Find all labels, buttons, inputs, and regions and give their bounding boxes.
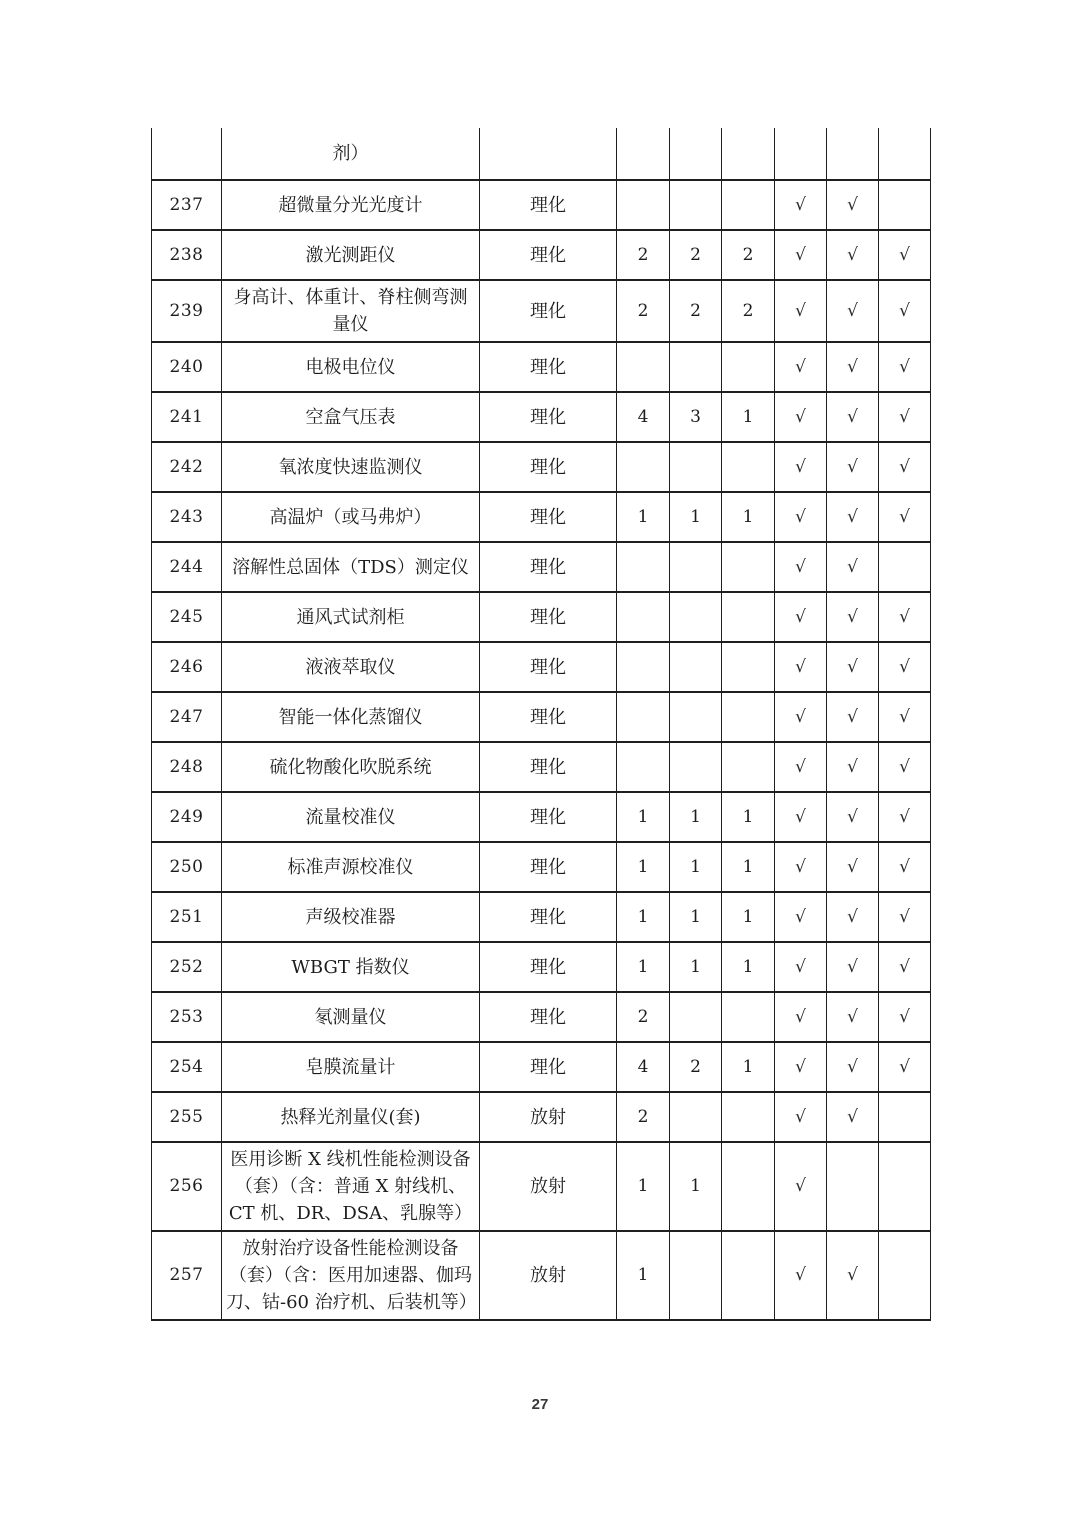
table-row xyxy=(152,1142,931,1231)
cell-check-3: √ xyxy=(879,942,931,992)
cell-check-3: √ xyxy=(879,842,931,892)
cell-equipment-name: 放射治疗设备性能检测设备（套）（含：医用加速器、伽玛刀、钴-60 治疗机、后装机等） xyxy=(222,1231,480,1320)
cell-check-1: √ xyxy=(775,592,827,642)
cell-qty-3 xyxy=(722,442,775,492)
table-row xyxy=(152,892,931,942)
cell-qty-2 xyxy=(670,692,722,742)
cell-row-number: 251 xyxy=(152,892,222,942)
cell-row-number: 249 xyxy=(152,792,222,842)
cell-qty-1: 2 xyxy=(617,280,670,342)
cell-check-2: √ xyxy=(827,180,879,230)
cell-qty-2: 1 xyxy=(670,842,722,892)
cell-qty-1: 2 xyxy=(617,992,670,1042)
cell-qty-1 xyxy=(617,542,670,592)
cell-qty-1: 2 xyxy=(617,1092,670,1142)
cell-row-number: 252 xyxy=(152,942,222,992)
cell-check-1: √ xyxy=(775,1231,827,1320)
cell-qty-2: 1 xyxy=(670,892,722,942)
cell-check-1: √ xyxy=(775,180,827,230)
cell-equipment-name: 高温炉（或马弗炉） xyxy=(222,492,480,542)
cell-check-3: √ xyxy=(879,230,931,280)
cell-check-3: √ xyxy=(879,342,931,392)
cell-check-2: √ xyxy=(827,280,879,342)
cell-check-2: √ xyxy=(827,642,879,692)
cell-qty-3 xyxy=(722,342,775,392)
cell-equipment-name: 身高计、体重计、脊柱侧弯测量仪 xyxy=(222,280,480,342)
cell-qty-1: 1 xyxy=(617,942,670,992)
cell-check-3: √ xyxy=(879,280,931,342)
cell-qty-2: 2 xyxy=(670,280,722,342)
cell-qty-1 xyxy=(617,642,670,692)
cell-category: 理化 xyxy=(480,342,617,392)
cell-check-2: √ xyxy=(827,1042,879,1092)
cell-qty-3: 1 xyxy=(722,892,775,942)
cell-row-number: 256 xyxy=(152,1142,222,1231)
cell-equipment-name: 皂膜流量计 xyxy=(222,1042,480,1092)
cell-check-3 xyxy=(879,1231,931,1320)
cell-qty-2 xyxy=(670,128,722,180)
cell-row-number: 248 xyxy=(152,742,222,792)
cell-row-number: 238 xyxy=(152,230,222,280)
cell-check-2: √ xyxy=(827,542,879,592)
cell-equipment-name: 氡测量仪 xyxy=(222,992,480,1042)
cell-category: 理化 xyxy=(480,792,617,842)
cell-check-1: √ xyxy=(775,342,827,392)
cell-check-1: √ xyxy=(775,1142,827,1231)
cell-qty-3: 1 xyxy=(722,492,775,542)
equipment-table xyxy=(151,128,931,1321)
cell-row-number xyxy=(152,128,222,180)
cell-category: 理化 xyxy=(480,692,617,742)
cell-equipment-name: 硫化物酸化吹脱系统 xyxy=(222,742,480,792)
cell-qty-1 xyxy=(617,442,670,492)
cell-qty-2 xyxy=(670,992,722,1042)
cell-qty-3 xyxy=(722,1142,775,1231)
cell-qty-1 xyxy=(617,128,670,180)
cell-check-3: √ xyxy=(879,892,931,942)
table-row xyxy=(152,180,931,230)
cell-row-number: 247 xyxy=(152,692,222,742)
cell-qty-1: 2 xyxy=(617,230,670,280)
cell-qty-2: 1 xyxy=(670,1142,722,1231)
cell-check-2: √ xyxy=(827,692,879,742)
cell-check-3 xyxy=(879,180,931,230)
table-row xyxy=(152,342,931,392)
table-row xyxy=(152,842,931,892)
cell-qty-3 xyxy=(722,742,775,792)
cell-qty-1 xyxy=(617,592,670,642)
cell-qty-3 xyxy=(722,642,775,692)
cell-qty-1: 4 xyxy=(617,1042,670,1092)
cell-qty-1 xyxy=(617,742,670,792)
cell-qty-3: 1 xyxy=(722,842,775,892)
cell-qty-3 xyxy=(722,592,775,642)
cell-qty-3: 1 xyxy=(722,1042,775,1092)
cell-equipment-name: 通风式试剂柜 xyxy=(222,592,480,642)
cell-check-3 xyxy=(879,1142,931,1231)
cell-qty-2: 2 xyxy=(670,230,722,280)
cell-qty-2 xyxy=(670,592,722,642)
cell-qty-3: 1 xyxy=(722,392,775,442)
cell-check-2: √ xyxy=(827,342,879,392)
cell-check-2: √ xyxy=(827,942,879,992)
cell-check-2: √ xyxy=(827,442,879,492)
cell-equipment-name: 标准声源校准仪 xyxy=(222,842,480,892)
equipment-table-body xyxy=(152,128,931,1320)
cell-check-2: √ xyxy=(827,592,879,642)
cell-qty-2 xyxy=(670,642,722,692)
cell-qty-1 xyxy=(617,342,670,392)
cell-check-2: √ xyxy=(827,492,879,542)
cell-category: 理化 xyxy=(480,742,617,792)
cell-qty-3 xyxy=(722,1092,775,1142)
table-row xyxy=(152,542,931,592)
cell-row-number: 250 xyxy=(152,842,222,892)
table-row xyxy=(152,642,931,692)
cell-category: 理化 xyxy=(480,280,617,342)
cell-equipment-name: 热释光剂量仪(套) xyxy=(222,1092,480,1142)
cell-check-1: √ xyxy=(775,1092,827,1142)
cell-qty-3: 1 xyxy=(722,792,775,842)
cell-check-3: √ xyxy=(879,492,931,542)
cell-qty-1: 4 xyxy=(617,392,670,442)
table-row xyxy=(152,392,931,442)
cell-qty-2 xyxy=(670,1231,722,1320)
cell-check-1: √ xyxy=(775,942,827,992)
cell-check-1: √ xyxy=(775,992,827,1042)
cell-row-number: 254 xyxy=(152,1042,222,1092)
cell-qty-2 xyxy=(670,1092,722,1142)
cell-qty-1: 1 xyxy=(617,492,670,542)
cell-check-1: √ xyxy=(775,692,827,742)
cell-check-1: √ xyxy=(775,280,827,342)
cell-check-1: √ xyxy=(775,542,827,592)
cell-category: 理化 xyxy=(480,842,617,892)
cell-category: 理化 xyxy=(480,942,617,992)
cell-qty-2: 1 xyxy=(670,942,722,992)
cell-equipment-name: 剂） xyxy=(222,128,480,180)
table-row xyxy=(152,442,931,492)
cell-check-2: √ xyxy=(827,392,879,442)
cell-row-number: 239 xyxy=(152,280,222,342)
cell-qty-3 xyxy=(722,692,775,742)
cell-qty-2 xyxy=(670,342,722,392)
cell-qty-3: 1 xyxy=(722,942,775,992)
cell-check-3 xyxy=(879,542,931,592)
cell-category: 理化 xyxy=(480,592,617,642)
cell-check-3: √ xyxy=(879,392,931,442)
cell-check-1: √ xyxy=(775,392,827,442)
cell-qty-3: 2 xyxy=(722,230,775,280)
cell-row-number: 237 xyxy=(152,180,222,230)
cell-qty-3 xyxy=(722,180,775,230)
cell-check-2: √ xyxy=(827,842,879,892)
cell-equipment-name: 激光测距仪 xyxy=(222,230,480,280)
cell-equipment-name: 液液萃取仪 xyxy=(222,642,480,692)
cell-check-2: √ xyxy=(827,1231,879,1320)
cell-qty-3 xyxy=(722,128,775,180)
cell-qty-3 xyxy=(722,542,775,592)
cell-check-2: √ xyxy=(827,792,879,842)
cell-category: 理化 xyxy=(480,442,617,492)
cell-check-3 xyxy=(879,128,931,180)
cell-qty-1: 1 xyxy=(617,792,670,842)
cell-qty-2: 1 xyxy=(670,492,722,542)
cell-equipment-name: 氧浓度快速监测仪 xyxy=(222,442,480,492)
table-row xyxy=(152,592,931,642)
cell-check-2 xyxy=(827,128,879,180)
cell-check-2: √ xyxy=(827,992,879,1042)
table-row xyxy=(152,992,931,1042)
cell-category xyxy=(480,128,617,180)
cell-category: 理化 xyxy=(480,892,617,942)
cell-qty-3 xyxy=(722,992,775,1042)
cell-qty-1: 1 xyxy=(617,1231,670,1320)
cell-check-1: √ xyxy=(775,742,827,792)
cell-category: 放射 xyxy=(480,1142,617,1231)
cell-category: 理化 xyxy=(480,542,617,592)
cell-row-number: 240 xyxy=(152,342,222,392)
cell-category: 放射 xyxy=(480,1092,617,1142)
cell-check-1: √ xyxy=(775,842,827,892)
cell-check-1: √ xyxy=(775,230,827,280)
table-row xyxy=(152,1231,931,1320)
page-number: 27 xyxy=(531,1396,549,1413)
cell-qty-1 xyxy=(617,180,670,230)
table-row xyxy=(152,492,931,542)
cell-check-2: √ xyxy=(827,892,879,942)
cell-row-number: 243 xyxy=(152,492,222,542)
cell-qty-2 xyxy=(670,542,722,592)
cell-qty-2 xyxy=(670,180,722,230)
cell-check-1: √ xyxy=(775,492,827,542)
cell-check-1: √ xyxy=(775,792,827,842)
cell-qty-1 xyxy=(617,692,670,742)
table-row xyxy=(152,1042,931,1092)
cell-category: 放射 xyxy=(480,1231,617,1320)
table-row xyxy=(152,230,931,280)
cell-check-2 xyxy=(827,1142,879,1231)
cell-equipment-name: WBGT 指数仪 xyxy=(222,942,480,992)
cell-equipment-name: 智能一体化蒸馏仪 xyxy=(222,692,480,742)
cell-equipment-name: 流量校准仪 xyxy=(222,792,480,842)
cell-check-2: √ xyxy=(827,742,879,792)
cell-check-3: √ xyxy=(879,992,931,1042)
table-row-partial xyxy=(152,128,931,180)
cell-equipment-name: 超微量分光光度计 xyxy=(222,180,480,230)
cell-category: 理化 xyxy=(480,492,617,542)
cell-check-1: √ xyxy=(775,442,827,492)
cell-check-3 xyxy=(879,1092,931,1142)
cell-check-1: √ xyxy=(775,1042,827,1092)
cell-qty-2 xyxy=(670,442,722,492)
cell-category: 理化 xyxy=(480,992,617,1042)
cell-check-3: √ xyxy=(879,792,931,842)
table-row xyxy=(152,692,931,742)
cell-equipment-name: 溶解性总固体（TDS）测定仪 xyxy=(222,542,480,592)
table-row xyxy=(152,742,931,792)
cell-equipment-name: 空盒气压表 xyxy=(222,392,480,442)
table-row xyxy=(152,1092,931,1142)
cell-check-2: √ xyxy=(827,1092,879,1142)
cell-row-number: 245 xyxy=(152,592,222,642)
cell-category: 理化 xyxy=(480,642,617,692)
table-row xyxy=(152,792,931,842)
cell-category: 理化 xyxy=(480,392,617,442)
cell-check-3: √ xyxy=(879,742,931,792)
cell-equipment-name: 电极电位仪 xyxy=(222,342,480,392)
cell-check-3: √ xyxy=(879,642,931,692)
cell-check-2: √ xyxy=(827,230,879,280)
cell-row-number: 246 xyxy=(152,642,222,692)
table-row xyxy=(152,942,931,992)
cell-check-3: √ xyxy=(879,442,931,492)
cell-check-3: √ xyxy=(879,1042,931,1092)
cell-qty-1: 1 xyxy=(617,892,670,942)
cell-qty-1: 1 xyxy=(617,842,670,892)
cell-row-number: 257 xyxy=(152,1231,222,1320)
cell-check-1: √ xyxy=(775,642,827,692)
cell-qty-3 xyxy=(722,1231,775,1320)
cell-check-1 xyxy=(775,128,827,180)
table-row xyxy=(152,280,931,342)
cell-qty-2 xyxy=(670,742,722,792)
cell-qty-2: 2 xyxy=(670,1042,722,1092)
cell-check-1: √ xyxy=(775,892,827,942)
cell-row-number: 253 xyxy=(152,992,222,1042)
cell-row-number: 244 xyxy=(152,542,222,592)
cell-category: 理化 xyxy=(480,230,617,280)
cell-row-number: 241 xyxy=(152,392,222,442)
cell-equipment-name: 声级校准器 xyxy=(222,892,480,942)
cell-check-3: √ xyxy=(879,692,931,742)
cell-qty-2: 3 xyxy=(670,392,722,442)
cell-equipment-name: 医用诊断 X 线机性能检测设备（套）（含：普通 X 射线机、CT 机、DR、DSA、乳腺等） xyxy=(222,1142,480,1231)
cell-qty-3: 2 xyxy=(722,280,775,342)
cell-check-3: √ xyxy=(879,592,931,642)
cell-row-number: 255 xyxy=(152,1092,222,1142)
cell-qty-2: 1 xyxy=(670,792,722,842)
cell-category: 理化 xyxy=(480,180,617,230)
cell-category: 理化 xyxy=(480,1042,617,1092)
cell-row-number: 242 xyxy=(152,442,222,492)
cell-qty-1: 1 xyxy=(617,1142,670,1231)
